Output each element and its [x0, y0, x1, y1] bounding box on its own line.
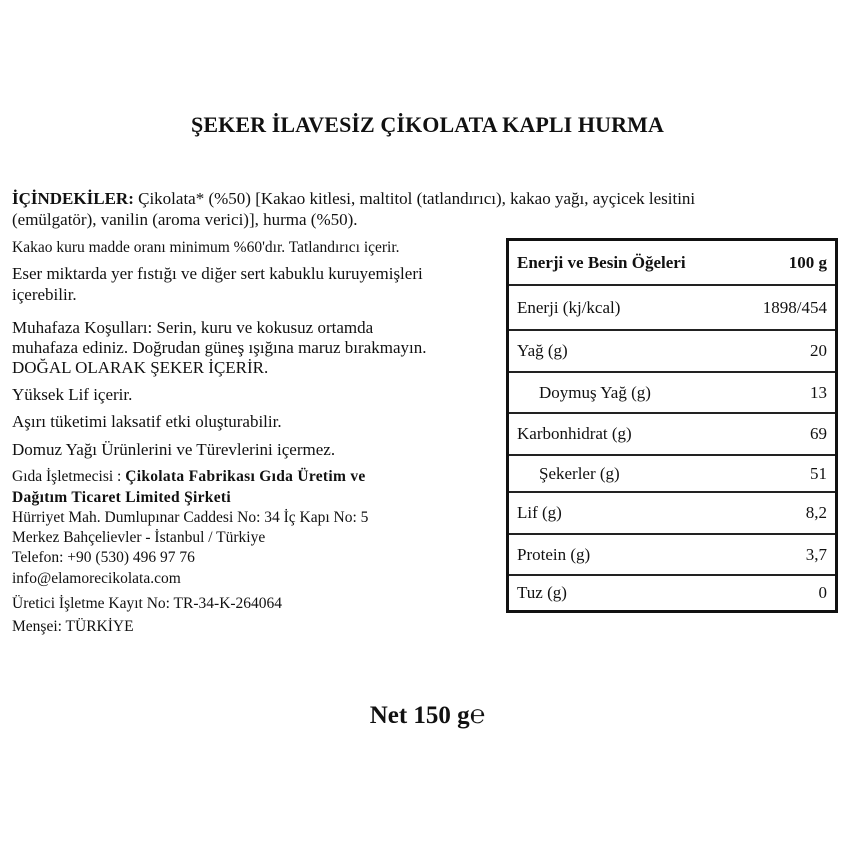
pork-note: Domuz Yağı Ürünlerini ve Türevlerini içermez. [12, 440, 336, 459]
nutrition-header-label: Enerji ve Besin Öğeleri [517, 252, 686, 272]
estimated-sign-icon: ℮ [469, 700, 486, 729]
nutrition-value: 51 [810, 463, 827, 483]
producer-line-1 [12, 467, 366, 486]
nutrition-label: Enerji (kj/kcal) [517, 297, 621, 317]
producer-name-2: Dağıtım Ticaret Limited Şirketi [12, 489, 231, 506]
producer-address-1: Hürriyet Mah. Dumlupınar Caddesi No: 34 İç Kapı No: 5 [12, 509, 369, 526]
producer-name-1: Çikolata Fabrikası Gıda Üretim ve [125, 468, 366, 485]
nutrition-label: Karbonhidrat (g) [517, 424, 632, 443]
nutrition-header-value: 100 g [788, 252, 827, 272]
ingredients-line-2: (emülgatör), vanilin (aroma verici)], hurma (%50). [12, 210, 358, 229]
nutrition-row-fiber [509, 493, 835, 535]
storage-note-line-1: Muhafaza Koşulları: Serin, kuru ve kokusuz ortamda [12, 318, 374, 337]
nutrition-row-carbohydrate [509, 414, 835, 456]
allergen-note-line-2: içerebilir. [12, 285, 77, 304]
producer-email: info@elamorecikolata.com [12, 570, 181, 587]
cocoa-note: Kakao kuru madde oranı minimum %60'dır. Tatlandırıcı içerir. [12, 239, 400, 256]
producer-registration: Üretici İşletme Kayıt No: TR-34-K-264064 [12, 595, 283, 612]
nutrition-value: 1898/454 [762, 297, 827, 317]
origin: Menşei: TÜRKİYE [12, 618, 134, 635]
nutrition-row-protein [509, 535, 835, 576]
laxative-note: Aşırı tüketimi laksatif etki oluşturabilir. [12, 412, 282, 431]
nutrition-value: 20 [810, 341, 827, 360]
nutrition-row-fat [509, 331, 835, 373]
nutrition-label: Şekerler (g) [539, 463, 620, 483]
natural-sugar-note: DOĞAL OLARAK ŞEKER İÇERİR. [12, 358, 269, 377]
net-weight [0, 700, 855, 730]
nutrition-label: Doymuş Yağ (g) [539, 382, 651, 402]
nutrition-value: 8,2 [805, 503, 827, 522]
nutrition-label: Tuz (g) [517, 583, 567, 602]
nutrition-header-row [509, 241, 835, 286]
nutrition-value: 69 [810, 424, 827, 443]
nutrition-value: 3,7 [805, 544, 827, 564]
nutrition-label: Lif (g) [517, 503, 562, 522]
nutrition-row-salt [509, 576, 835, 610]
nutrition-table [506, 238, 838, 613]
allergen-note-line-1: Eser miktarda yer fıstığı ve diğer sert kabuklu kuruyemişleri [12, 264, 423, 283]
nutrition-row-energy [509, 286, 835, 331]
nutrition-row-saturated-fat [509, 373, 835, 414]
nutrition-value: 13 [810, 382, 827, 402]
ingredients-label: İÇİNDEKİLER: [12, 189, 134, 208]
fiber-note: Yüksek Lif içerir. [12, 385, 133, 404]
product-title: ŞEKER İLAVESİZ ÇİKOLATA KAPLI HURMA [191, 112, 664, 137]
producer-phone: Telefon: +90 (530) 496 97 76 [12, 549, 195, 566]
storage-note-line-2: muhafaza ediniz. Doğrudan güneş ışığına maruz bırakmayın. [12, 338, 427, 357]
producer-label: Gıda İşletmecisi : [12, 468, 126, 485]
producer-address-2: Merkez Bahçelievler - İstanbul / Türkiye [12, 529, 266, 546]
ingredients-block [12, 188, 842, 230]
nutrition-label: Yağ (g) [517, 341, 568, 360]
ingredients-line-1: Çikolata* (%50) [Kakao kitlesi, maltitol (tatlandırıcı), kakao yağı, ayçicek lesitini [133, 189, 696, 208]
nutrition-row-sugars [509, 456, 835, 493]
net-weight-text: Net 150 g [369, 702, 470, 729]
nutrition-value: 0 [818, 583, 827, 602]
nutrition-label: Protein (g) [517, 544, 591, 564]
